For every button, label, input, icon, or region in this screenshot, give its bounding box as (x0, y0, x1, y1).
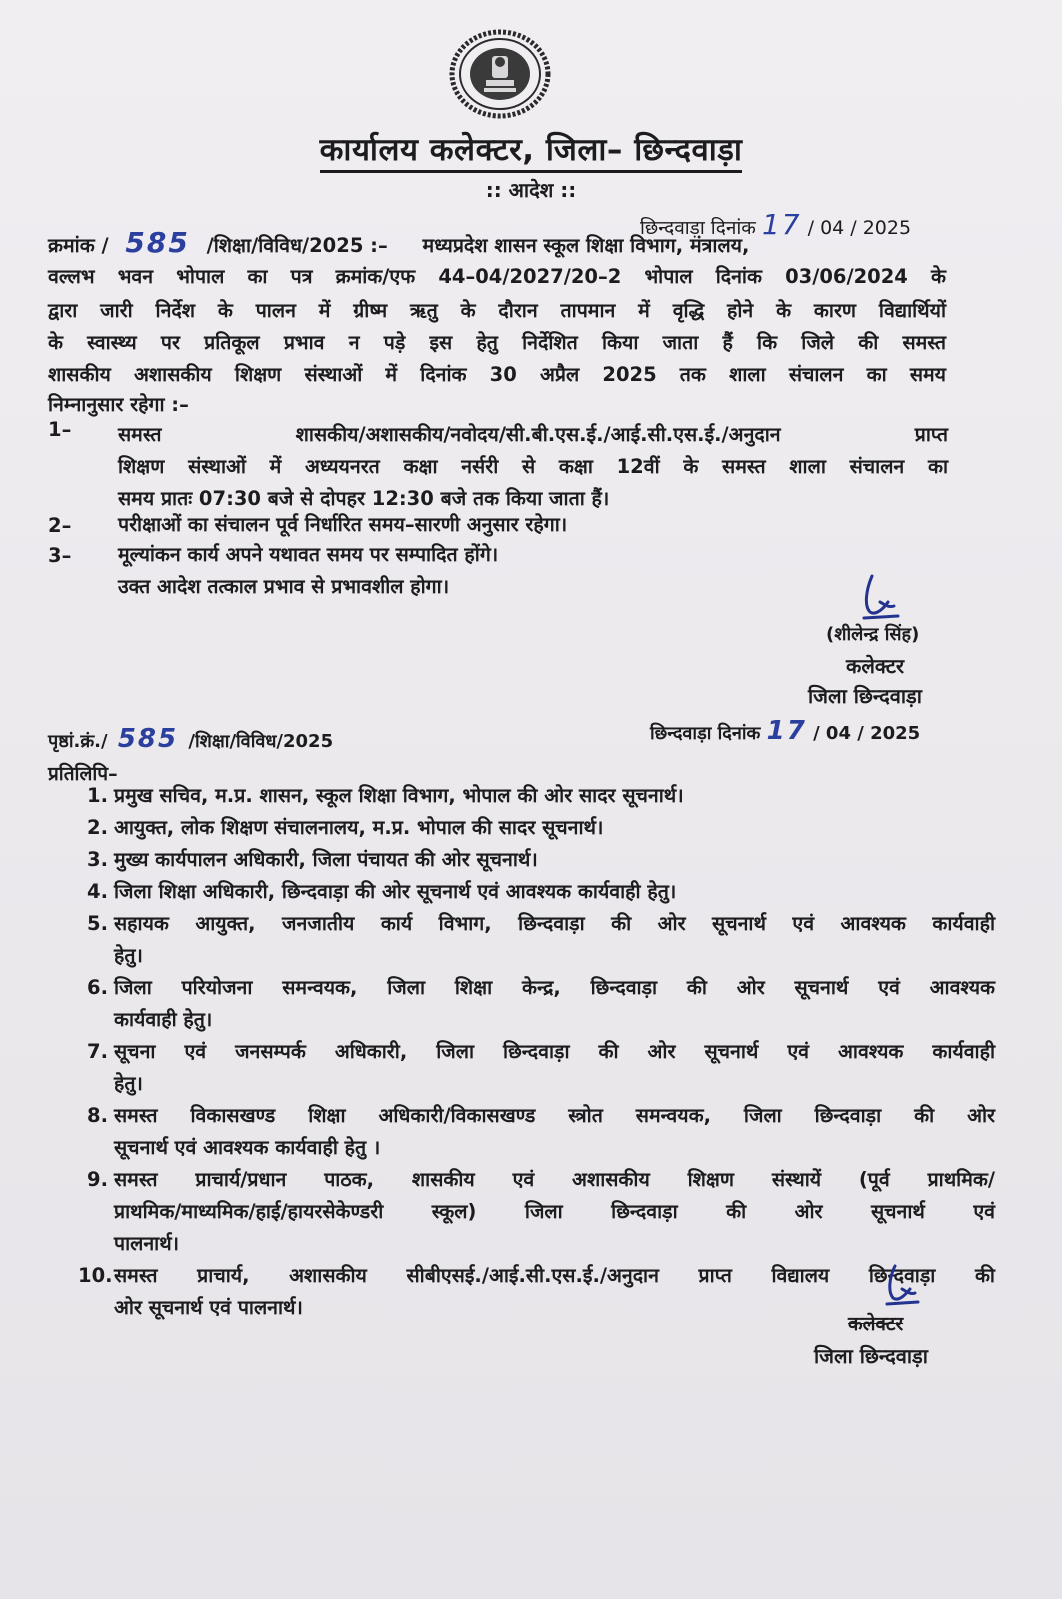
point-line: समस्त शासकीय/अशासकीय/नवोदय/सी.बी.एस.ई./आई.सी.एस.ई./अनुदान प्राप्त (118, 423, 948, 446)
point-line: परीक्षाओं का संचालन पूर्व निर्धारित समय–सारणी अनुसार रहेगा। (118, 513, 568, 536)
signatory-designation: कलेक्टर (848, 1313, 904, 1335)
order-body-line: निम्नानुसार रहेगा :– (48, 393, 189, 416)
handwritten-order-number: 585 (125, 226, 190, 259)
point-number: 3– (48, 544, 72, 567)
state-emblem-seal-icon (448, 28, 552, 120)
endorsement-date: छिन्दवाड़ा दिनांक 17 / 04 / 2025 (650, 716, 921, 746)
signature-mark-icon (858, 572, 902, 622)
signatory-designation: कलेक्टर (846, 654, 905, 678)
handwritten-day: 17 (766, 716, 807, 746)
copy-heading: प्रतिलिपि– (48, 763, 118, 785)
order-body-line: के स्वास्थ्य पर प्रतिकूल प्रभाव न पड़े इस हेतु निर्देशित किया जाता हैं कि जिले की समस्त (48, 331, 946, 354)
list-item: 7. सूचना एवं जनसम्पर्क अधिकारी, जिला छिन्दवाड़ा की ओर सूचनार्थ एवं आवश्यक कार्यवाही हेतु। (87, 1040, 995, 1095)
point-line: मूल्यांकन कार्य अपने यथावत समय पर सम्पादित होंगे। (118, 543, 499, 566)
list-item: 6. जिला परियोजना समन्वयक, जिला शिक्षा केन्द्र, छिन्दवाड़ा की ओर सूचनार्थ एवं आवश्यक कार्यवाही हेतु। (87, 976, 995, 1031)
list-item: 9. समस्त प्राचार्य/प्रधान पाठक, शासकीय एवं अशासकीय शिक्षण संस्थायें (पूर्व प्राथमिक/ प्राथमिक/माध्यमिक/हाई/हायरसेकेण्डरी स्कूल) जिला छिन्दवाड़ा की ओर सूचनार्थ एवं पालनार्थ। (87, 1168, 995, 1255)
endorsement-number-line: पृष्ठां.क्रं./ 585 /शिक्षा/विविध/2025 (48, 724, 334, 754)
signature-mark-icon (882, 1262, 922, 1308)
list-item: 10. समस्त प्राचार्य, अशासकीय सीबीएसई./आई.सी.एस.ई./अनुदान प्राप्त विद्यालय छिन्दवाड़ा की ओर सूचनार्थ एवं पालनार्थ। (78, 1264, 995, 1319)
list-item: 3. मुख्य कार्यपालन अधिकारी, जिला पंचायत की ओर सूचनार्थ। (87, 848, 538, 871)
order-body-line: शासकीय अशासकीय शिक्षण संस्थाओं में दिनांक 30 अप्रैल 2025 तक शाला संचालन का समय (48, 363, 946, 386)
list-item: 2. आयुक्त, लोक शिक्षण संचालनालय, म.प्र. भोपाल की सादर सूचनार्थ। (87, 816, 604, 839)
order-body-line: वल्लभ भवन भोपाल का पत्र क्रमांक/एफ 44–04/2027/20–2 भोपाल दिनांक 03/06/2024 के (48, 265, 946, 288)
office-title: कार्यालय कलेक्टर, जिला– छिन्दवाड़ा (0, 128, 1062, 170)
list-item: 5. सहायक आयुक्त, जनजातीय कार्य विभाग, छिन्दवाड़ा की ओर सूचनार्थ एवं आवश्यक कार्यवाही हेतु। (87, 912, 995, 967)
point-line: उक्त आदेश तत्काल प्रभाव से प्रभावशील होगा। (118, 575, 450, 598)
list-item: 8. समस्त विकासखण्ड शिक्षा अधिकारी/विकासखण्ड स्त्रोत समन्वयक, जिला छिन्दवाड़ा की ओर सूचनार्थ एवं आवश्यक कार्यवाही हेतु । (87, 1104, 995, 1159)
copy-list (70, 780, 995, 1324)
order-date: छिन्दवाड़ा दिनांक 17 / 04 / 2025 (640, 208, 912, 241)
signatory-district: जिला छिन्दवाड़ा (814, 1344, 928, 1368)
list-item: 4. जिला शिक्षा अधिकारी, छिन्दवाड़ा की ओर सूचनार्थ एवं आवश्यक कार्यवाही हेतु। (87, 880, 677, 903)
point-line: समय प्रातः 07:30 बजे से दोपहर 12:30 बजे तक किया जाता हैं। (118, 487, 610, 510)
signatory-name: (शीलेन्द्र सिंह) (826, 624, 920, 645)
handwritten-day: 17 (761, 208, 802, 241)
list-item: 1. प्रमुख सचिव, म.प्र. शासन, स्कूल शिक्षा विभाग, भोपाल की ओर सादर सूचनार्थ। (87, 784, 684, 807)
point-number: 2– (48, 514, 72, 537)
point-number: 1– (48, 418, 72, 441)
order-number-line: क्रमांक / 585 /शिक्षा/विविध/2025 :– मध्यप्रदेश शासन स्कूल शिक्षा विभाग, मंत्रालय, (48, 226, 750, 259)
signatory-district: जिला छिन्दवाड़ा (808, 684, 922, 708)
order-heading: :: आदेश :: (485, 178, 577, 202)
point-line: शिक्षण संस्थाओं में अध्ययनरत कक्षा नर्सरी से कक्षा 12वीं के समस्त शाला संचालन का (118, 455, 948, 478)
handwritten-endorsement-number: 585 (117, 724, 179, 754)
order-body-line: द्वारा जारी निर्देश के पालन में ग्रीष्म ऋतु के दौरान तापमान में वृद्धि होने के कारण विद्यार्थियों (48, 299, 946, 322)
